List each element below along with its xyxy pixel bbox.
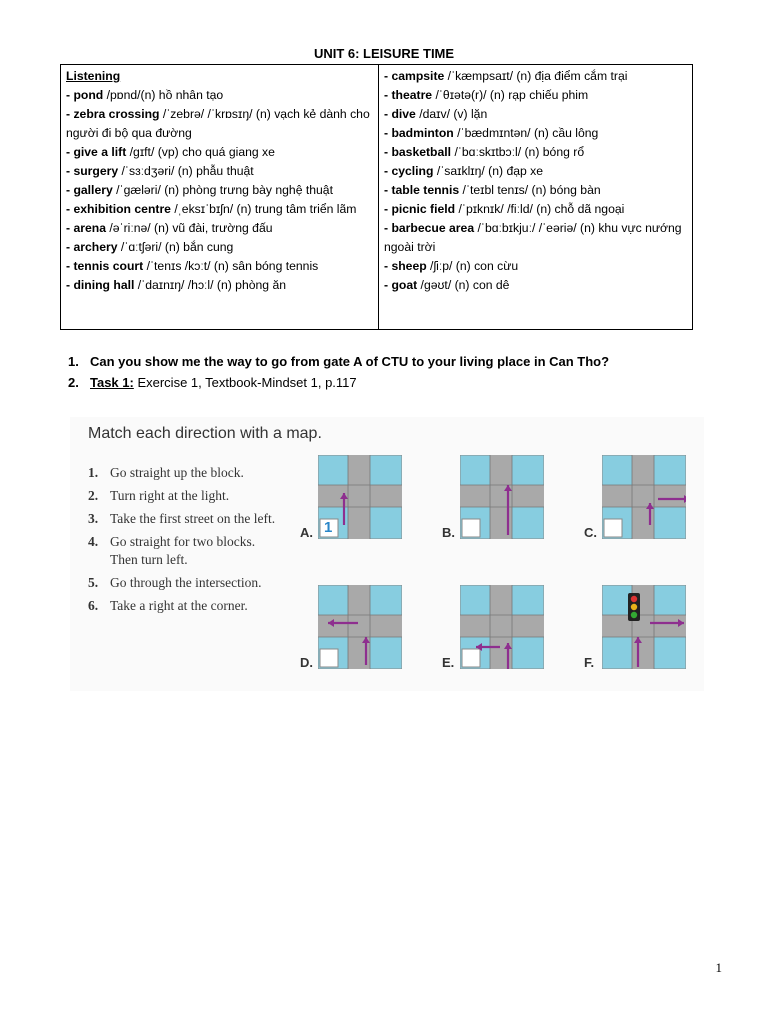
vocab-definition: /ˈsaɪklɪŋ/ (n) đạp xe: [433, 164, 544, 178]
vocab-term: - barbecue area: [384, 221, 475, 235]
vocab-definition: /ʃiːp/ (n) con cừu: [426, 259, 519, 273]
direction-item: [88, 461, 275, 484]
direction-number: 3.: [88, 511, 99, 526]
map-d: [318, 585, 402, 669]
map-label: D.: [300, 655, 313, 670]
direction-item: [88, 594, 275, 617]
map-e: [460, 585, 544, 669]
vocab-definition: /ˈdaɪnɪŋ/ /hɔːl/ (n) phòng ăn: [134, 278, 287, 292]
vocab-definition: /ˈθɪətə(r)/ (n) rạp chiếu phim: [432, 88, 589, 102]
direction-number: 4.: [88, 534, 99, 549]
vocab-entry: [384, 86, 687, 105]
vocab-definition: /ˈteɪbl tenɪs/ (n) bóng bàn: [459, 183, 601, 197]
direction-item: [88, 571, 275, 594]
vocab-entry: [66, 181, 373, 200]
vocab-definition: /ˈsɜːdʒəri/ (n) phẫu thuật: [118, 164, 254, 178]
direction-text: Take a right at the corner.: [110, 598, 248, 613]
direction-text: Go straight for two blocks.: [110, 534, 256, 549]
horizontal-road: [460, 615, 544, 637]
direction-number: 2.: [88, 488, 99, 503]
vocab-definition: /pɒnd/(n) hồ nhân tạo: [103, 88, 224, 102]
vocab-entry: [384, 162, 687, 181]
vocab-entry: [384, 257, 687, 276]
direction-text: Go straight up the block.: [110, 465, 244, 480]
map-f: [602, 585, 686, 669]
start-box: [320, 649, 338, 667]
vocab-term: - archery: [66, 240, 118, 254]
vocab-definition: /ˈbɑːskɪtbɔːl/ (n) bóng rổ: [451, 145, 585, 159]
vocab-definition: /əˈriːnə/ (n) vũ đài, trường đấu: [105, 221, 273, 235]
section-heading: Listening: [66, 69, 121, 83]
map-label: B.: [442, 525, 455, 540]
vocab-term: - goat: [384, 278, 418, 292]
direction-text: Turn right at the light.: [110, 488, 230, 503]
vocab-definition: /ˈbɑːbɪkjuː/ /ˈeəriə/ (n) khu vực nướng ngoài trời: [384, 221, 682, 254]
map-b: [460, 455, 544, 539]
question-list: [68, 351, 609, 393]
map-c: [602, 455, 686, 539]
vocab-entry: [66, 257, 373, 276]
vocab-definition: /ˈpɪknɪk/ /fiːld/ (n) chỗ dã ngoại: [455, 202, 625, 216]
vocab-term: - dining hall: [66, 278, 135, 292]
direction-text: Go through the intersection.: [110, 575, 262, 590]
map-label: C.: [584, 525, 597, 540]
direction-number: 5.: [88, 575, 99, 590]
vocab-entry: [66, 276, 373, 295]
vocab-entry: [66, 162, 373, 181]
direction-text: Take the first street on the left.: [110, 511, 276, 526]
vocab-entry: [66, 143, 373, 162]
vocab-term: - pond: [66, 88, 104, 102]
vocab-term: - exhibition centre: [66, 202, 171, 216]
task-reference: Exercise 1, Textbook-Mindset 1, p.117: [133, 375, 357, 390]
vocab-entry: [384, 105, 687, 124]
vocab-term: - surgery: [66, 164, 119, 178]
vocab-term: - cycling: [384, 164, 434, 178]
question-text: Can you show me the way to go from gate A of CTU to your living place in Can Tho?: [90, 354, 610, 369]
question-1: [68, 351, 609, 372]
question-number: 2.: [68, 375, 79, 390]
vocab-entry: [66, 105, 373, 143]
vocab-term: - picnic field: [384, 202, 456, 216]
vocab-entry: [66, 86, 373, 105]
question-number: 1.: [68, 354, 79, 369]
direction-list: [88, 461, 275, 617]
horizontal-road: [318, 615, 402, 637]
map-label: F.: [584, 655, 595, 670]
vocab-definition: /ˈɑːtʃəri/ (n) bắn cung: [117, 240, 234, 254]
exercise-title: Match each direction with a map.: [88, 425, 322, 442]
direction-number: 1.: [88, 465, 99, 480]
map-label: A.: [300, 525, 313, 540]
vocab-term: - zebra crossing: [66, 107, 160, 121]
vocab-term: - badminton: [384, 126, 454, 140]
vocab-entry: [384, 67, 687, 86]
vocab-term: - gallery: [66, 183, 113, 197]
vocab-entry: [66, 200, 373, 219]
exercise-image: [70, 417, 704, 691]
vocab-entry: [384, 124, 687, 143]
red-light: [631, 596, 637, 602]
start-box: [462, 519, 480, 537]
page-title: UNIT 6: LEISURE TIME: [313, 46, 455, 61]
vocab-term: - dive: [384, 107, 416, 121]
direction-number: 6.: [88, 598, 99, 613]
amber-light: [631, 604, 637, 610]
vocab-column-right: [379, 65, 692, 329]
direction-text-continued: Then turn left.: [110, 552, 188, 567]
vocab-term: - theatre: [384, 88, 433, 102]
map-label: E.: [442, 655, 455, 670]
vocab-definition: /ˈzebrə/ /ˈkrɒsɪŋ/ (n) vạch kẻ dành cho người đi bộ qua đường: [66, 107, 370, 140]
vocab-entry: [66, 219, 373, 238]
vocab-entry: [66, 238, 373, 257]
arrow-head: [684, 495, 686, 503]
direction-item: [88, 507, 275, 530]
vocabulary-table: [60, 64, 693, 330]
map-a-number: 1: [324, 519, 333, 536]
vocab-column-left: [61, 65, 379, 329]
vocab-entry: [384, 219, 687, 257]
vocab-definition: /ɡɪft/ (vp) cho quá giang xe: [126, 145, 275, 159]
map-a: [318, 455, 402, 539]
vocab-term: - basketball: [384, 145, 452, 159]
vocab-term: - arena: [66, 221, 106, 235]
green-light: [631, 612, 637, 618]
vocab-term: - table tennis: [384, 183, 460, 197]
vocab-definition: /ˈkæmpsaɪt/ (n) địa điểm cắm trại: [444, 69, 628, 83]
vocab-term: - sheep: [384, 259, 427, 273]
vocab-definition: /daɪv/ (v) lặn: [415, 107, 488, 121]
page-number: 1: [715, 960, 722, 975]
vocab-definition: /ɡəʊt/ (n) con dê: [417, 278, 510, 292]
vocab-term: - give a lift: [66, 145, 127, 159]
start-box: [462, 649, 480, 667]
vocab-term: - tennis court: [66, 259, 144, 273]
task-label: Task 1:: [90, 375, 134, 390]
vocab-entry: [384, 181, 687, 200]
vocab-definition: /ˈtenɪs /kɔːt/ (n) sân bóng tennis: [143, 259, 319, 273]
vocab-entry: [384, 276, 687, 295]
vocab-term: - campsite: [384, 69, 445, 83]
horizontal-road: [602, 485, 686, 507]
vocab-definition: /ˈbædmɪntən/ (n) cầu lông: [453, 126, 599, 140]
direction-item: [88, 484, 275, 507]
question-2: [68, 372, 609, 393]
vocab-definition: /ˈɡæləri/ (n) phòng trưng bày nghệ thuật: [112, 183, 333, 197]
vocab-definition: /ˌeksɪˈbɪʃn/ (n) trung tâm triển lãm: [170, 202, 357, 216]
start-box: [604, 519, 622, 537]
vocab-entry: [384, 200, 687, 219]
horizontal-road: [602, 615, 686, 637]
horizontal-road: [460, 485, 544, 507]
horizontal-road: [318, 485, 402, 507]
vocab-entry: [384, 143, 687, 162]
